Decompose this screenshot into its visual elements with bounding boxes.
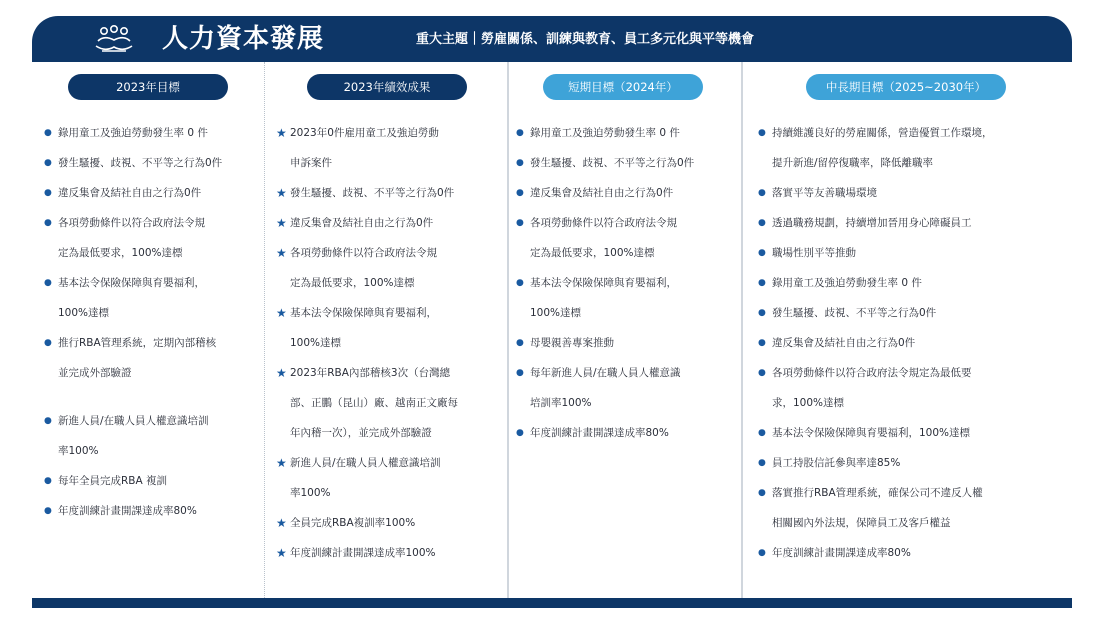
list-item-text: 各項勞動條件以符合政府法令規 bbox=[58, 217, 205, 229]
bullet-icon: ● bbox=[758, 368, 766, 378]
list-item bbox=[758, 268, 1058, 298]
list-item bbox=[44, 148, 258, 178]
list-item bbox=[516, 118, 736, 148]
bullet-icon: ● bbox=[516, 188, 524, 198]
bullet-icon: ● bbox=[44, 476, 52, 486]
list-item bbox=[44, 178, 258, 208]
list-item-text: 發生騷擾、歧視、不平等之行為0件 bbox=[58, 157, 223, 169]
list-item-text: 率100% bbox=[290, 487, 331, 499]
list-item-text: 違反集會及結社自由之行為0件 bbox=[772, 337, 916, 349]
list-item-text: 部、正鵬（昆山）廠、越南正文廠每 bbox=[290, 397, 458, 409]
list-item bbox=[276, 508, 502, 538]
list-item bbox=[276, 208, 502, 238]
list-item bbox=[758, 418, 1058, 448]
list-item bbox=[276, 448, 502, 508]
star-icon: ★ bbox=[276, 246, 287, 260]
star-icon: ★ bbox=[276, 186, 287, 200]
bullet-icon: ● bbox=[758, 458, 766, 468]
list-item-text: 相關國內外法規，保障員工及客戶權益 bbox=[772, 517, 951, 529]
list-item bbox=[276, 238, 502, 298]
list-item-text: 違反集會及結社自由之行為0件 bbox=[530, 187, 674, 199]
column-heading-short-term: 短期目標（2024年） bbox=[543, 74, 703, 100]
bullet-icon: ● bbox=[758, 248, 766, 258]
list-item bbox=[758, 208, 1058, 238]
list-item-text: 違反集會及結社自由之行為0件 bbox=[58, 187, 202, 199]
list-item-text: 員工持股信託參與率達85% bbox=[772, 457, 901, 469]
list-item-text: 發生騷擾、歧視、不平等之行為0件 bbox=[772, 307, 937, 319]
list-item-text: 申訴案件 bbox=[290, 157, 332, 169]
bullet-icon: ● bbox=[758, 218, 766, 228]
list-item-text: 職場性別平等推動 bbox=[772, 247, 856, 259]
bullet-icon: ● bbox=[758, 128, 766, 138]
bullet-icon: ● bbox=[516, 368, 524, 378]
list-item bbox=[758, 238, 1058, 268]
list-item-text: 新進人員/在職人員人權意識培訓 bbox=[58, 415, 209, 427]
list-item-text: 落實推行RBA管理系統，確保公司不違反人權 bbox=[772, 487, 983, 499]
list-item-text: 並完成外部驗證 bbox=[58, 367, 132, 379]
bullet-icon: ● bbox=[44, 218, 52, 228]
list-item bbox=[44, 118, 258, 148]
column-heading-2023-results: 2023年績效成果 bbox=[307, 74, 467, 100]
list-item bbox=[44, 406, 258, 466]
list-item-text: 各項勞動條件以符合政府法令規定為最低要 bbox=[772, 367, 972, 379]
column-divider bbox=[741, 62, 743, 598]
bullet-icon: ● bbox=[44, 506, 52, 516]
list-item bbox=[44, 328, 258, 388]
header-banner bbox=[32, 16, 1072, 62]
bullet-icon: ● bbox=[44, 188, 52, 198]
list-item-text: 定為最低要求，100%達標 bbox=[58, 247, 183, 259]
bullet-icon: ● bbox=[516, 218, 524, 228]
list-item bbox=[758, 448, 1058, 478]
column-divider bbox=[264, 62, 265, 598]
list-item bbox=[44, 496, 258, 526]
list-item-text: 每年新進人員/在職人員人權意識 bbox=[530, 367, 681, 379]
footer-bar bbox=[32, 598, 1072, 608]
bullet-icon: ● bbox=[758, 308, 766, 318]
list-item bbox=[758, 538, 1058, 568]
list-item bbox=[276, 118, 502, 178]
list-item bbox=[758, 478, 1058, 538]
list-item-text: 2023年RBA內部稽核3次（台灣總 bbox=[290, 367, 451, 379]
star-icon: ★ bbox=[276, 126, 287, 140]
bullet-icon: ● bbox=[516, 128, 524, 138]
list-item-text: 年內稽一次），並完成外部驗證 bbox=[290, 427, 432, 439]
list-item-text: 年度訓練計畫開課達成率80% bbox=[58, 505, 197, 517]
list-item bbox=[516, 268, 736, 328]
bullet-icon: ● bbox=[516, 158, 524, 168]
bullet-icon: ● bbox=[758, 338, 766, 348]
star-icon: ★ bbox=[276, 516, 287, 530]
list-item-text: 基本法令保險保障與育嬰福利， bbox=[58, 277, 205, 289]
bullet-icon: ● bbox=[44, 278, 52, 288]
list-item-text: 錄用童工及強迫勞動發生率 0 件 bbox=[58, 127, 208, 139]
list-item bbox=[516, 148, 736, 178]
list-item bbox=[516, 358, 736, 418]
page-title: 人力資本發展 bbox=[162, 24, 325, 54]
column-heading-2023-target: 2023年目標 bbox=[68, 74, 228, 100]
list-item-text: 率100% bbox=[58, 445, 99, 457]
star-icon: ★ bbox=[276, 306, 287, 320]
list-item-text: 基本法令保險保障與育嬰福利， bbox=[290, 307, 437, 319]
bullet-icon: ● bbox=[758, 548, 766, 558]
bullet-icon: ● bbox=[516, 428, 524, 438]
list-item bbox=[44, 208, 258, 268]
star-icon: ★ bbox=[276, 456, 287, 470]
list-item bbox=[758, 328, 1058, 358]
list-item-text: 年度訓練計畫開課達成率100% bbox=[290, 547, 436, 559]
bullet-icon: ● bbox=[516, 338, 524, 348]
list-item-text: 發生騷擾、歧視、不平等之行為0件 bbox=[290, 187, 455, 199]
column-divider bbox=[507, 62, 509, 598]
list-item bbox=[758, 298, 1058, 328]
bullet-icon: ● bbox=[758, 488, 766, 498]
star-icon: ★ bbox=[276, 216, 287, 230]
list-item-text: 定為最低要求，100%達標 bbox=[290, 277, 415, 289]
list-item-text: 各項勞動條件以符合政府法令規 bbox=[530, 217, 677, 229]
list-item-text: 100%達標 bbox=[530, 307, 582, 319]
list-item bbox=[44, 268, 258, 328]
list-item-text: 100%達標 bbox=[58, 307, 110, 319]
star-icon: ★ bbox=[276, 366, 287, 380]
list-item-text: 違反集會及結社自由之行為0件 bbox=[290, 217, 434, 229]
bullet-icon: ● bbox=[44, 416, 52, 426]
list-item bbox=[44, 466, 258, 496]
list-item-text: 發生騷擾、歧視、不平等之行為0件 bbox=[530, 157, 695, 169]
column-short-term bbox=[516, 118, 736, 448]
list-item bbox=[516, 418, 736, 448]
list-item bbox=[516, 328, 736, 358]
list-item bbox=[276, 538, 502, 568]
people-hands-icon bbox=[92, 24, 136, 54]
list-item-text: 提升新進/留停復職率，降低離職率 bbox=[772, 157, 934, 169]
list-item-text: 全員完成RBA複訓率100% bbox=[290, 517, 416, 529]
list-item-text: 透過職務規劃，持續增加晉用身心障礙員工 bbox=[772, 217, 972, 229]
list-item bbox=[276, 298, 502, 358]
list-item bbox=[758, 358, 1058, 418]
bullet-icon: ● bbox=[758, 188, 766, 198]
bullet-icon: ● bbox=[44, 128, 52, 138]
list-item-text: 定為最低要求，100%達標 bbox=[530, 247, 655, 259]
list-item bbox=[758, 178, 1058, 208]
list-item-text: 錄用童工及強迫勞動發生率 0 件 bbox=[772, 277, 922, 289]
list-item-text: 求，100%達標 bbox=[772, 397, 845, 409]
list-item bbox=[276, 178, 502, 208]
bullet-icon: ● bbox=[758, 428, 766, 438]
star-icon: ★ bbox=[276, 546, 287, 560]
bullet-icon: ● bbox=[758, 278, 766, 288]
bullet-icon: ● bbox=[516, 278, 524, 288]
list-item-text: 落實平等友善職場環境 bbox=[772, 187, 877, 199]
column-heading-long-term: 中長期目標（2025~2030年） bbox=[806, 74, 1006, 100]
list-item-text: 新進人員/在職人員人權意識培訓 bbox=[290, 457, 441, 469]
list-item-text: 100%達標 bbox=[290, 337, 342, 349]
list-item-text: 推行RBA管理系統，定期內部稽核 bbox=[58, 337, 217, 349]
list-item-text: 母嬰親善專案推動 bbox=[530, 337, 614, 349]
list-item bbox=[516, 208, 736, 268]
list-item-text: 持續維護良好的勞雇關係，營造優質工作環境， bbox=[772, 127, 993, 139]
list-item bbox=[276, 358, 502, 448]
list-item-text: 年度訓練計畫開課達成率80% bbox=[772, 547, 911, 559]
list-item-text: 2023年0件雇用童工及強迫勞動 bbox=[290, 127, 439, 139]
list-item bbox=[758, 118, 1058, 178]
list-item-text: 錄用童工及強迫勞動發生率 0 件 bbox=[530, 127, 680, 139]
list-item-text: 各項勞動條件以符合政府法令規 bbox=[290, 247, 437, 259]
page-subtitle: 重大主題｜勞雇關係、訓練與教育、員工多元化與平等機會 bbox=[416, 32, 755, 47]
list-item-text: 基本法令保險保障與育嬰福利，100%達標 bbox=[772, 427, 971, 439]
column-2023-results bbox=[276, 118, 502, 568]
list-item-text: 年度訓練計畫開課達成率80% bbox=[530, 427, 669, 439]
column-long-term bbox=[758, 118, 1058, 568]
column-2023-target bbox=[44, 118, 258, 526]
list-item bbox=[516, 178, 736, 208]
list-item-text: 基本法令保險保障與育嬰福利， bbox=[530, 277, 677, 289]
bullet-icon: ● bbox=[44, 158, 52, 168]
list-item-text: 每年全員完成RBA 複訓 bbox=[58, 475, 168, 487]
bullet-icon: ● bbox=[44, 338, 52, 348]
list-item-text: 培訓率100% bbox=[530, 397, 592, 409]
